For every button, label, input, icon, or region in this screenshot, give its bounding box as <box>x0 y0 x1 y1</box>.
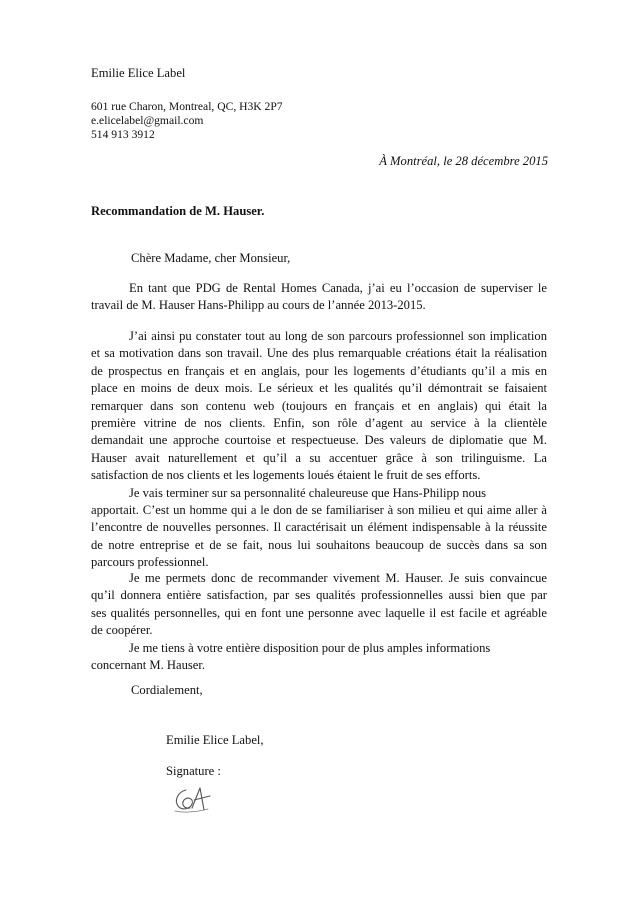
paragraph-line: Hauser avait naturellement et qu’il a su accentuer grâce à son trilinguisme. La <box>91 450 547 465</box>
paragraph-line: et sa motivation dans son travail. Une des plus remarquable créations était la réalisation <box>91 346 547 361</box>
paragraph-3 <box>91 570 547 674</box>
sender-address: 601 rue Charon, Montreal, QC, H3K 2P7 <box>91 100 283 113</box>
sender-email: e.elicelabel@gmail.com <box>91 114 204 127</box>
paragraph-line: de coopérer. <box>91 623 153 638</box>
paragraph-line: apportait. C’est un homme qui a le don de se familiariser à son milieu et qui aime aller à <box>91 502 547 517</box>
paragraph-line: J’ai ainsi pu constater tout au long de son parcours professionnel son implication <box>129 329 547 343</box>
paragraph-line: l’encontre de nouvelles personnes. Il caractérisait un élément indispensable à la réussite <box>91 520 547 535</box>
letter-date: À Montréal, le 28 décembre 2015 <box>379 154 548 168</box>
signature-icon <box>170 782 214 816</box>
paragraph-line: qu’il donnera entière satisfaction, par ses qualités professionnelles aussi bien que par <box>91 588 547 603</box>
paragraph-line: Je me permets donc de recommander vivement M. Hauser. Je suis convaincue <box>129 571 547 585</box>
paragraph-line: de notre entreprise et de se fait, nous lui souhaitons beaucoup de succès dans sa son <box>91 537 547 552</box>
paragraph-2 <box>91 328 547 571</box>
paragraph-line: Je vais terminer sur sa personnalité chaleureuse que Hans-Philipp nous <box>129 485 487 500</box>
paragraph-line: place en moins de deux mois. Le sérieux et les qualités qu’il démontrait se faisaient <box>91 381 547 396</box>
paragraph-line: satisfaction de nos clients et les logements loués étaient le fruit de ses efforts. <box>91 468 481 483</box>
sender-phone: 514 913 3912 <box>91 128 155 141</box>
paragraph-line: ses qualités personnelles, qui en font une personne avec laquelle il est facile et agréable <box>91 605 547 620</box>
closing: Cordialement, <box>131 683 203 697</box>
sender-name: Emilie Elice Label <box>91 66 186 80</box>
paragraph-line: travail de M. Hauser Hans-Philipp au cours de l’année 2013-2015. <box>91 298 426 313</box>
paragraph-line: concernant M. Hauser. <box>91 657 206 672</box>
paragraph-line: Je me tiens à votre entière disposition pour de plus amples informations <box>129 640 491 655</box>
paragraph-line: remarquer dans son contenu web (toujours en français et en anglais) qui était la <box>91 398 547 413</box>
paragraph-line: de prospectus en français et en anglais, pour les logements d’étudiants qu’il a mis en <box>91 363 547 378</box>
paragraph-line: première vitrine de nos clients. Enfin, son rôle d’agent au service à la clientèle <box>91 415 547 430</box>
paragraph-line: parcours professionnel. <box>91 555 209 570</box>
paragraph-1 <box>91 280 547 315</box>
salutation: Chère Madame, cher Monsieur, <box>131 251 291 265</box>
signoff-name: Emilie Elice Label, <box>166 733 264 747</box>
paragraph-line: En tant que PDG de Rental Homes Canada, j’ai eu l’occasion de superviser le <box>129 281 547 295</box>
paragraph-line: demandait une approche courtoise et respectueuse. Des valeurs de diplomatie que M. <box>91 433 547 448</box>
signature-label: Signature : <box>166 764 221 778</box>
letter-subject: Recommandation de M. Hauser. <box>91 204 265 218</box>
